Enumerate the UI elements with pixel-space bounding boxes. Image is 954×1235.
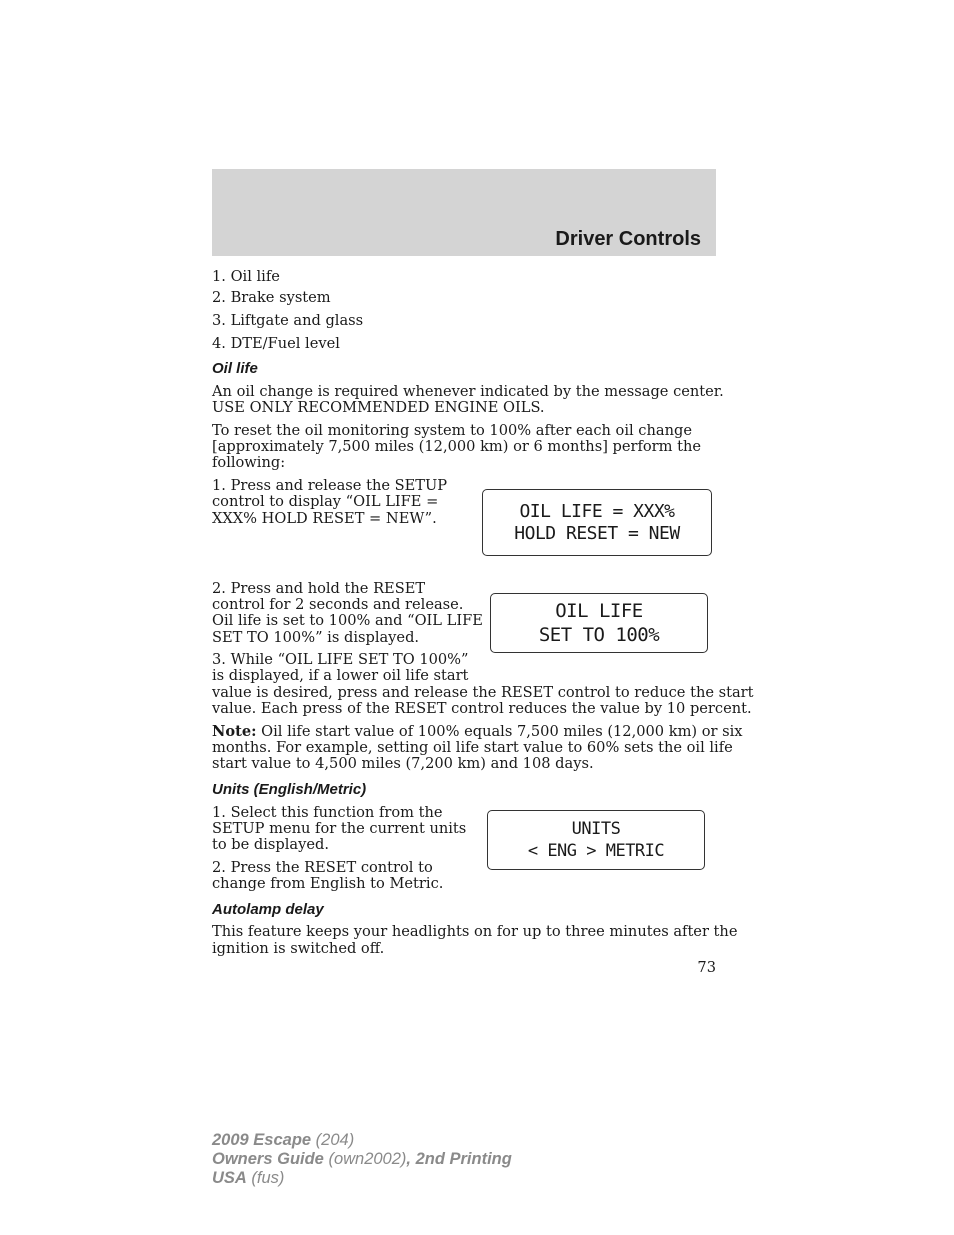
- step-line: SET TO 100%” is displayed.: [212, 629, 420, 646]
- display-line: UNITS: [571, 819, 621, 839]
- footer-line: [212, 1131, 512, 1150]
- step-line: control to display “OIL LIFE =: [212, 493, 439, 510]
- step-line: is displayed, if a lower oil life start: [212, 667, 469, 684]
- units-heading: Units (English/Metric): [212, 781, 367, 798]
- step-line: XXX% HOLD RESET = NEW”.: [212, 510, 437, 527]
- footer-market: USA: [212, 1169, 247, 1187]
- message-center-display-units: [487, 810, 705, 870]
- display-line: SET TO 100%: [538, 624, 660, 646]
- list-item: 1. Oil life: [212, 268, 280, 285]
- message-center-display-oil-life-set: [490, 593, 708, 653]
- paragraph-line: [approximately 7,500 miles (12,000 km) or 6 months] perform the: [212, 438, 702, 455]
- step-line: value is desired, press and release the RESET control to reduce the start: [212, 684, 754, 701]
- step-line: 2. Press and hold the RESET: [212, 580, 426, 597]
- footer-imprint: [212, 1131, 512, 1188]
- list-item: 4. DTE/Fuel level: [212, 335, 340, 352]
- display-line: < ENG > METRIC: [527, 841, 665, 861]
- step-line: to be displayed.: [212, 836, 329, 853]
- oil-life-heading: Oil life: [212, 360, 258, 377]
- paragraph-line: following:: [212, 454, 286, 471]
- page-number: 73: [697, 959, 716, 976]
- footer-line: [212, 1169, 512, 1188]
- step-line: 1. Press and release the SETUP: [212, 477, 448, 494]
- step-line: change from English to Metric.: [212, 875, 444, 892]
- paragraph-line: To reset the oil monitoring system to 100% after each oil change: [212, 422, 692, 439]
- paragraph-line: An oil change is required whenever indicated by the message center.: [212, 383, 724, 400]
- footer-printing: , 2nd Printing: [406, 1150, 512, 1168]
- step-line: 1. Select this function from the: [212, 804, 443, 821]
- list-item: 3. Liftgate and glass: [212, 312, 364, 329]
- section-header-band: [212, 169, 716, 256]
- note-label: Note:: [212, 723, 257, 740]
- paragraph-line: This feature keeps your headlights on for up to three minutes after the: [212, 923, 738, 940]
- list-item: 2. Brake system: [212, 289, 331, 306]
- paragraph-line: USE ONLY RECOMMENDED ENGINE OILS.: [212, 399, 545, 416]
- section-title: Driver Controls: [555, 228, 701, 250]
- display-line: OIL LIFE = XXX%: [519, 500, 675, 522]
- autolamp-heading: Autolamp delay: [212, 901, 324, 918]
- message-center-display-oil-life: [482, 489, 712, 556]
- step-line: Oil life is set to 100% and “OIL LIFE: [212, 612, 483, 629]
- footer-line: [212, 1150, 512, 1169]
- step-line: control for 2 seconds and release.: [212, 596, 464, 613]
- note-line: months. For example, setting oil life start value to 60% sets the oil life: [212, 739, 733, 756]
- note-line: start value to 4,500 miles (7,200 km) and 108 days.: [212, 755, 594, 772]
- step-line: 3. While “OIL LIFE SET TO 100%”: [212, 651, 469, 668]
- step-line: SETUP menu for the current units: [212, 820, 467, 837]
- footer-model-code: (204): [311, 1131, 355, 1149]
- display-line: HOLD RESET = NEW: [514, 522, 680, 544]
- footer-guide-code: (own2002): [323, 1150, 407, 1168]
- paragraph-line: ignition is switched off.: [212, 940, 385, 957]
- display-line: OIL LIFE: [555, 600, 643, 622]
- footer-guide: Owners Guide: [212, 1150, 324, 1168]
- footer-model: 2009 Escape: [212, 1131, 312, 1149]
- note-text: Oil life start value of 100% equals 7,500 miles (12,000 km) or six: [256, 723, 743, 740]
- step-line: value. Each press of the RESET control reduces the value by 10 percent.: [212, 700, 752, 717]
- step-line: 2. Press the RESET control to: [212, 859, 433, 876]
- footer-market-code: (fus): [246, 1169, 285, 1187]
